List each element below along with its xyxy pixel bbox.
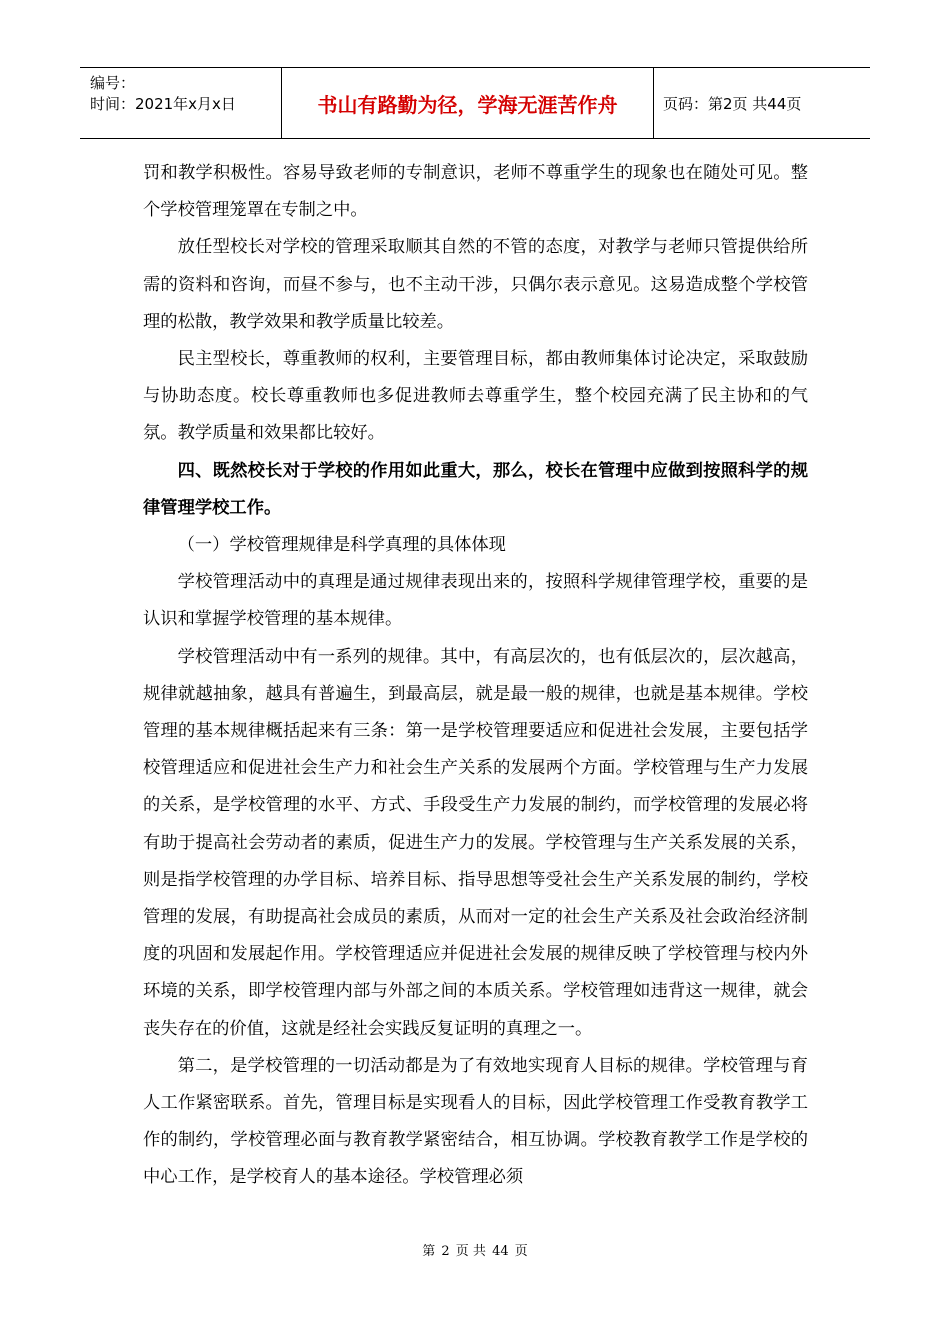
footer-mid: 页 共: [455, 1244, 486, 1259]
paragraph-5: 学校管理活动中有一系列的规律。其中，有高层次的，也有低层次的，层次越高，规律就越抽象，越具有普遍生，到最高层，就是最一般的规律，也就是基本规律。学校管理的基本规律概括起来有三条：第一是学校管理要适应和促进社会发展，主要包括学校管理适应和促进社会生产力和社会生产关系的发展两个方面。学校管理与生产力发展的关系，是学校管理的水平、方式、手段受生产力发展的制约，而学校管理的发展必将有助于提高社会劳动者的素质，促进生产力的发展。学校管理与生产关系发展的关系，则是指学校管理的办学目标、培养目标、指导思想等受社会生产关系发展的制约，学校管理的发展，有助提高社会成员的素质，从而对一定的社会生产关系及社会政治经济制度的巩固和发展起作用。学校管理适应并促进社会发展的规律反映了学校管理与校内外环境的关系，即学校管理内部与外部之间的本质关系。学校管理如违背这一规律，就会丧失存在的价值，这就是经社会实践反复证明的真理之一。: [143, 646, 808, 1039]
header-page-info: 页码：第2页 共44页: [663, 94, 802, 113]
paragraph-3: 民主型校长，尊重教师的权利，主要管理目标，都由教师集体讨论决定，采取鼓励与协助态度。校长尊重教师也多促进教师去尊重学生，整个校园充满了民主协和的气氛。教学质量和效果都比较好。: [143, 349, 808, 444]
footer-prefix: 第: [422, 1244, 436, 1259]
header-motto: 书山有路勤为径，学海无涯苦作舟: [282, 68, 654, 138]
footer-page-number: 2: [441, 1244, 450, 1259]
footer-page-total: 44: [492, 1244, 509, 1259]
page-footer: [0, 1240, 950, 1259]
section-heading: 四、既然校长对于学校的作用如此重大，那么，校长在管理中应做到按照科学的规律管理学校工作。: [143, 460, 808, 518]
header-meta: [80, 68, 282, 138]
time-label: 时间：2021年x月x日: [90, 95, 236, 113]
paragraph-1: 罚和教学积极性。容易导致老师的专制意识，老师不尊重学生的现象也在随处可见。整个学校管理笼罩在专制之中。: [143, 163, 808, 221]
code-label: 编号：: [90, 74, 136, 92]
document-body: [143, 155, 808, 1197]
paragraph-6: 第二，是学校管理的一切活动都是为了有效地实现育人目标的规律。学校管理与育人工作紧密联系。首先，管理目标是实现看人的目标，因此学校管理工作受教育教学工作的制约，学校管理必面与教育教学紧密结合，相互协调。学校教育教学工作是学校的中心工作，是学校育人的基本途径。学校管理必须: [143, 1055, 808, 1188]
subsection-heading: （一）学校管理规律是科学真理的具体体现: [177, 535, 506, 556]
page-header: [80, 67, 870, 139]
footer-suffix: 页: [514, 1244, 528, 1259]
paragraph-2: 放任型校长对学校的管理采取顺其自然的不管的态度，对教学与老师只管提供给所需的资料和咨询，而昼不参与，也不主动干涉，只偶尔表示意见。这易造成整个学校管理的松散，教学效果和教学质量比较差。: [143, 237, 808, 332]
paragraph-4: 学校管理活动中的真理是通过规律表现出来的，按照科学规律管理学校，重要的是认识和掌握学校管理的基本规律。: [143, 572, 808, 630]
